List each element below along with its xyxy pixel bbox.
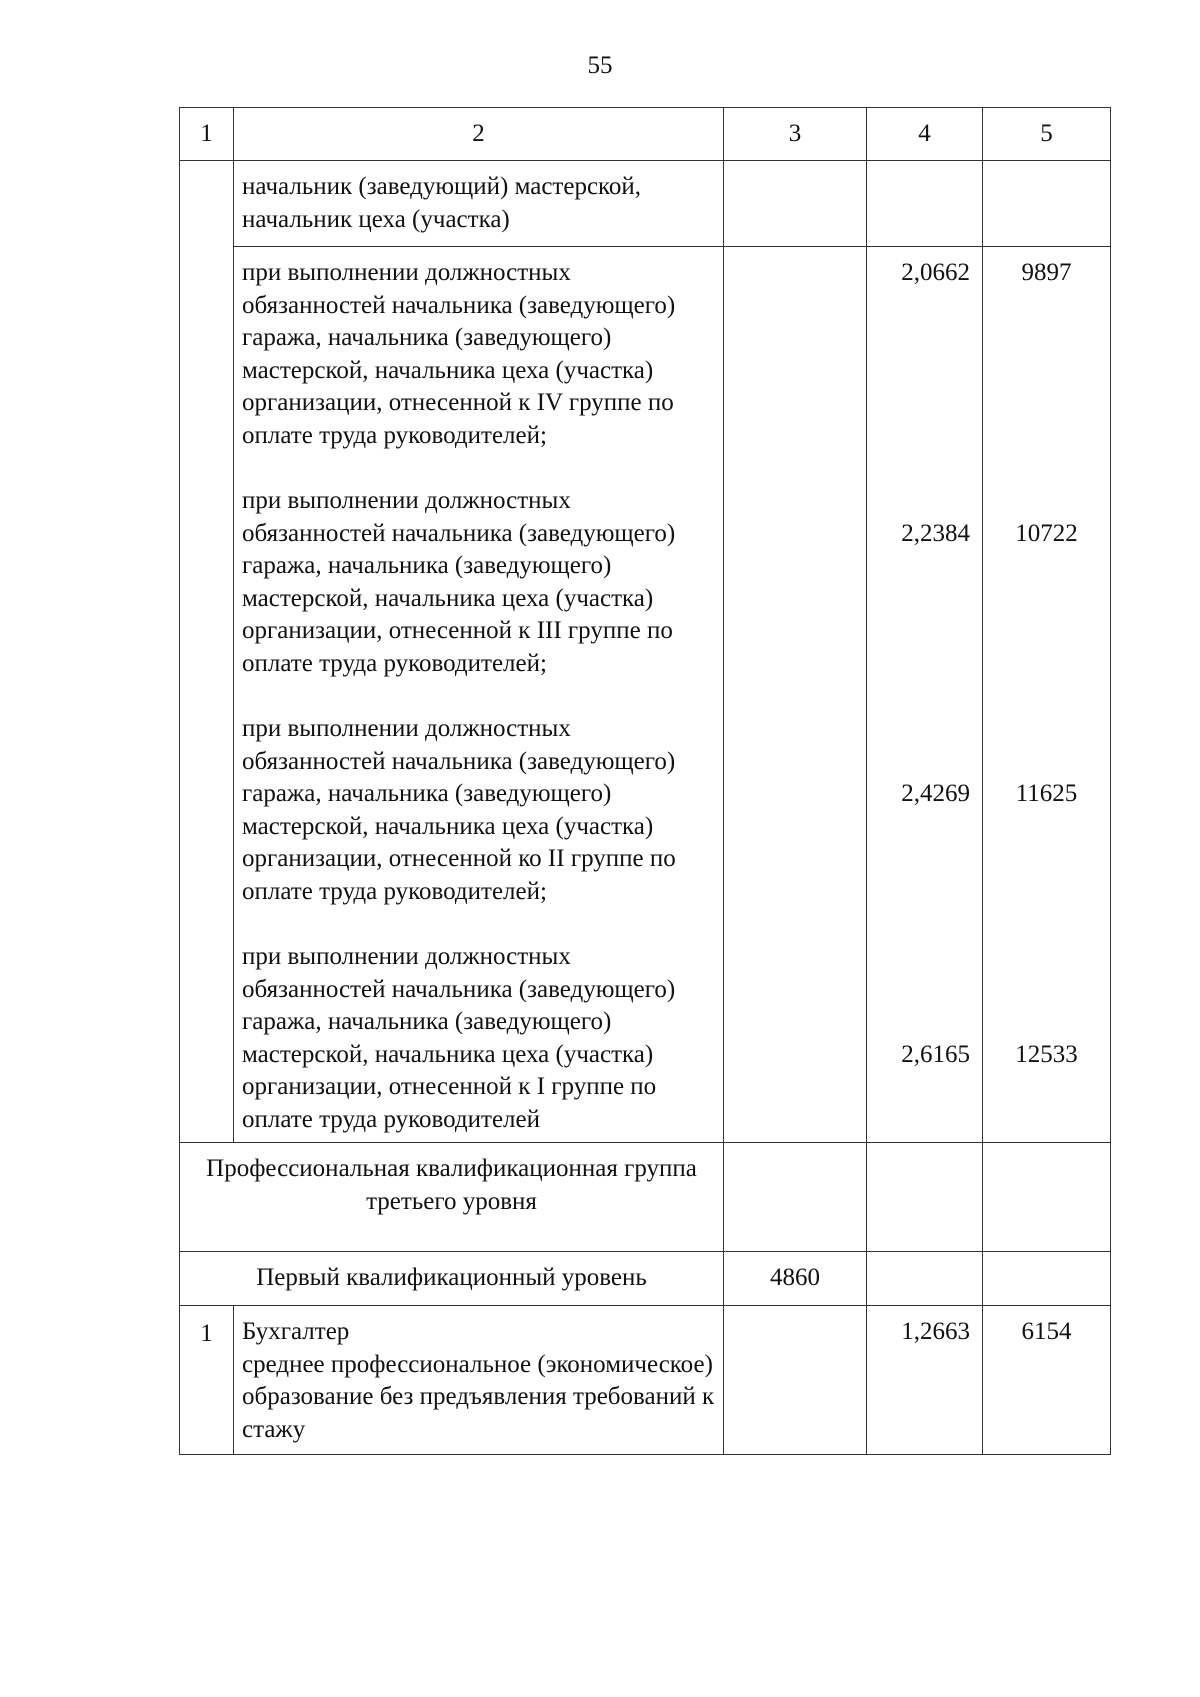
empty-cell <box>983 1252 1111 1306</box>
empty-cell <box>867 1252 983 1306</box>
empty-cell <box>724 1143 867 1252</box>
table-row-group-heading <box>180 1143 1111 1252</box>
salary-value: 10722 <box>1015 519 1078 547</box>
coefficients-cell <box>867 247 983 1143</box>
header-cell-5: 5 <box>983 108 1111 161</box>
condition-text: при выполнении должностных обязанностей начальника (заведующего) гаража, начальника (заведующего) мастерской, начальника цеха (участка) организации, отнесенной ко II группе по оплате труда руководителей; <box>242 715 676 905</box>
empty-cell <box>867 1143 983 1252</box>
row-number-cell-empty <box>180 161 234 1143</box>
row-number-cell: 1 <box>180 1306 234 1455</box>
page-number: 55 <box>587 52 613 79</box>
salary-value: 12533 <box>1015 1040 1078 1068</box>
conditions-cell <box>234 247 724 1143</box>
group-heading-cell: Профессиональная квалификационная группа третьего уровня <box>180 1143 724 1252</box>
empty-cell <box>724 1306 867 1455</box>
level-heading-cell: Первый квалификационный уровень <box>180 1252 724 1306</box>
header-cell-3: 3 <box>724 108 867 161</box>
table-row-conditions <box>180 247 1111 1143</box>
coefficient-value: 2,4269 <box>901 780 970 807</box>
condition-text: при выполнении должностных обязанностей начальника (заведующего) гаража, начальника (заведующего) мастерской, начальника цеха (участка) организации, отнесенной к IV группе по оплате труда руководителей; <box>242 259 676 449</box>
table-row-level-heading <box>180 1252 1111 1306</box>
salary-table <box>179 107 1111 1455</box>
empty-cell <box>983 1143 1111 1252</box>
table-row-accountant <box>180 1306 1111 1455</box>
accountant-requirements: среднее профессиональное (экономическое) образование без предъявления требований к стажу <box>242 1350 715 1443</box>
accountant-description-cell <box>234 1306 724 1455</box>
base-salary-cell: 4860 <box>724 1252 867 1306</box>
header-cell-4: 4 <box>867 108 983 161</box>
table-row-workshop-head <box>180 161 1111 247</box>
salary-value: 9897 <box>1021 259 1072 286</box>
salary-cell: 6154 <box>983 1306 1111 1455</box>
header-cell-2: 2 <box>234 108 724 161</box>
salaries-cell <box>983 247 1111 1143</box>
empty-cell <box>867 161 983 247</box>
salary-value: 11625 <box>1015 780 1078 807</box>
coefficient-value: 2,6165 <box>901 1040 970 1068</box>
accountant-title: Бухгалтер <box>242 1318 350 1345</box>
condition-text: при выполнении должностных обязанностей начальника (заведующего) гаража, начальника (заведующего) мастерской, начальника цеха (участка) организации, отнесенной к I группе по оплате труда руководителей <box>242 943 676 1133</box>
empty-cell <box>724 161 867 247</box>
position-title-cell: начальник (заведующий) мастерской, начальник цеха (участка) <box>234 161 724 247</box>
table-header-row <box>180 108 1111 161</box>
condition-text: при выполнении должностных обязанностей начальника (заведующего) гаража, начальника (заведующего) мастерской, начальника цеха (участка) организации, отнесенной к III группе по оплате труда руководителей; <box>242 487 676 677</box>
empty-cell <box>983 161 1111 247</box>
coefficient-value: 2,2384 <box>901 519 970 547</box>
coefficient-value: 2,0662 <box>901 259 970 286</box>
coefficient-cell: 1,2663 <box>867 1306 983 1455</box>
header-cell-1: 1 <box>180 108 234 161</box>
empty-cell <box>724 247 867 1143</box>
